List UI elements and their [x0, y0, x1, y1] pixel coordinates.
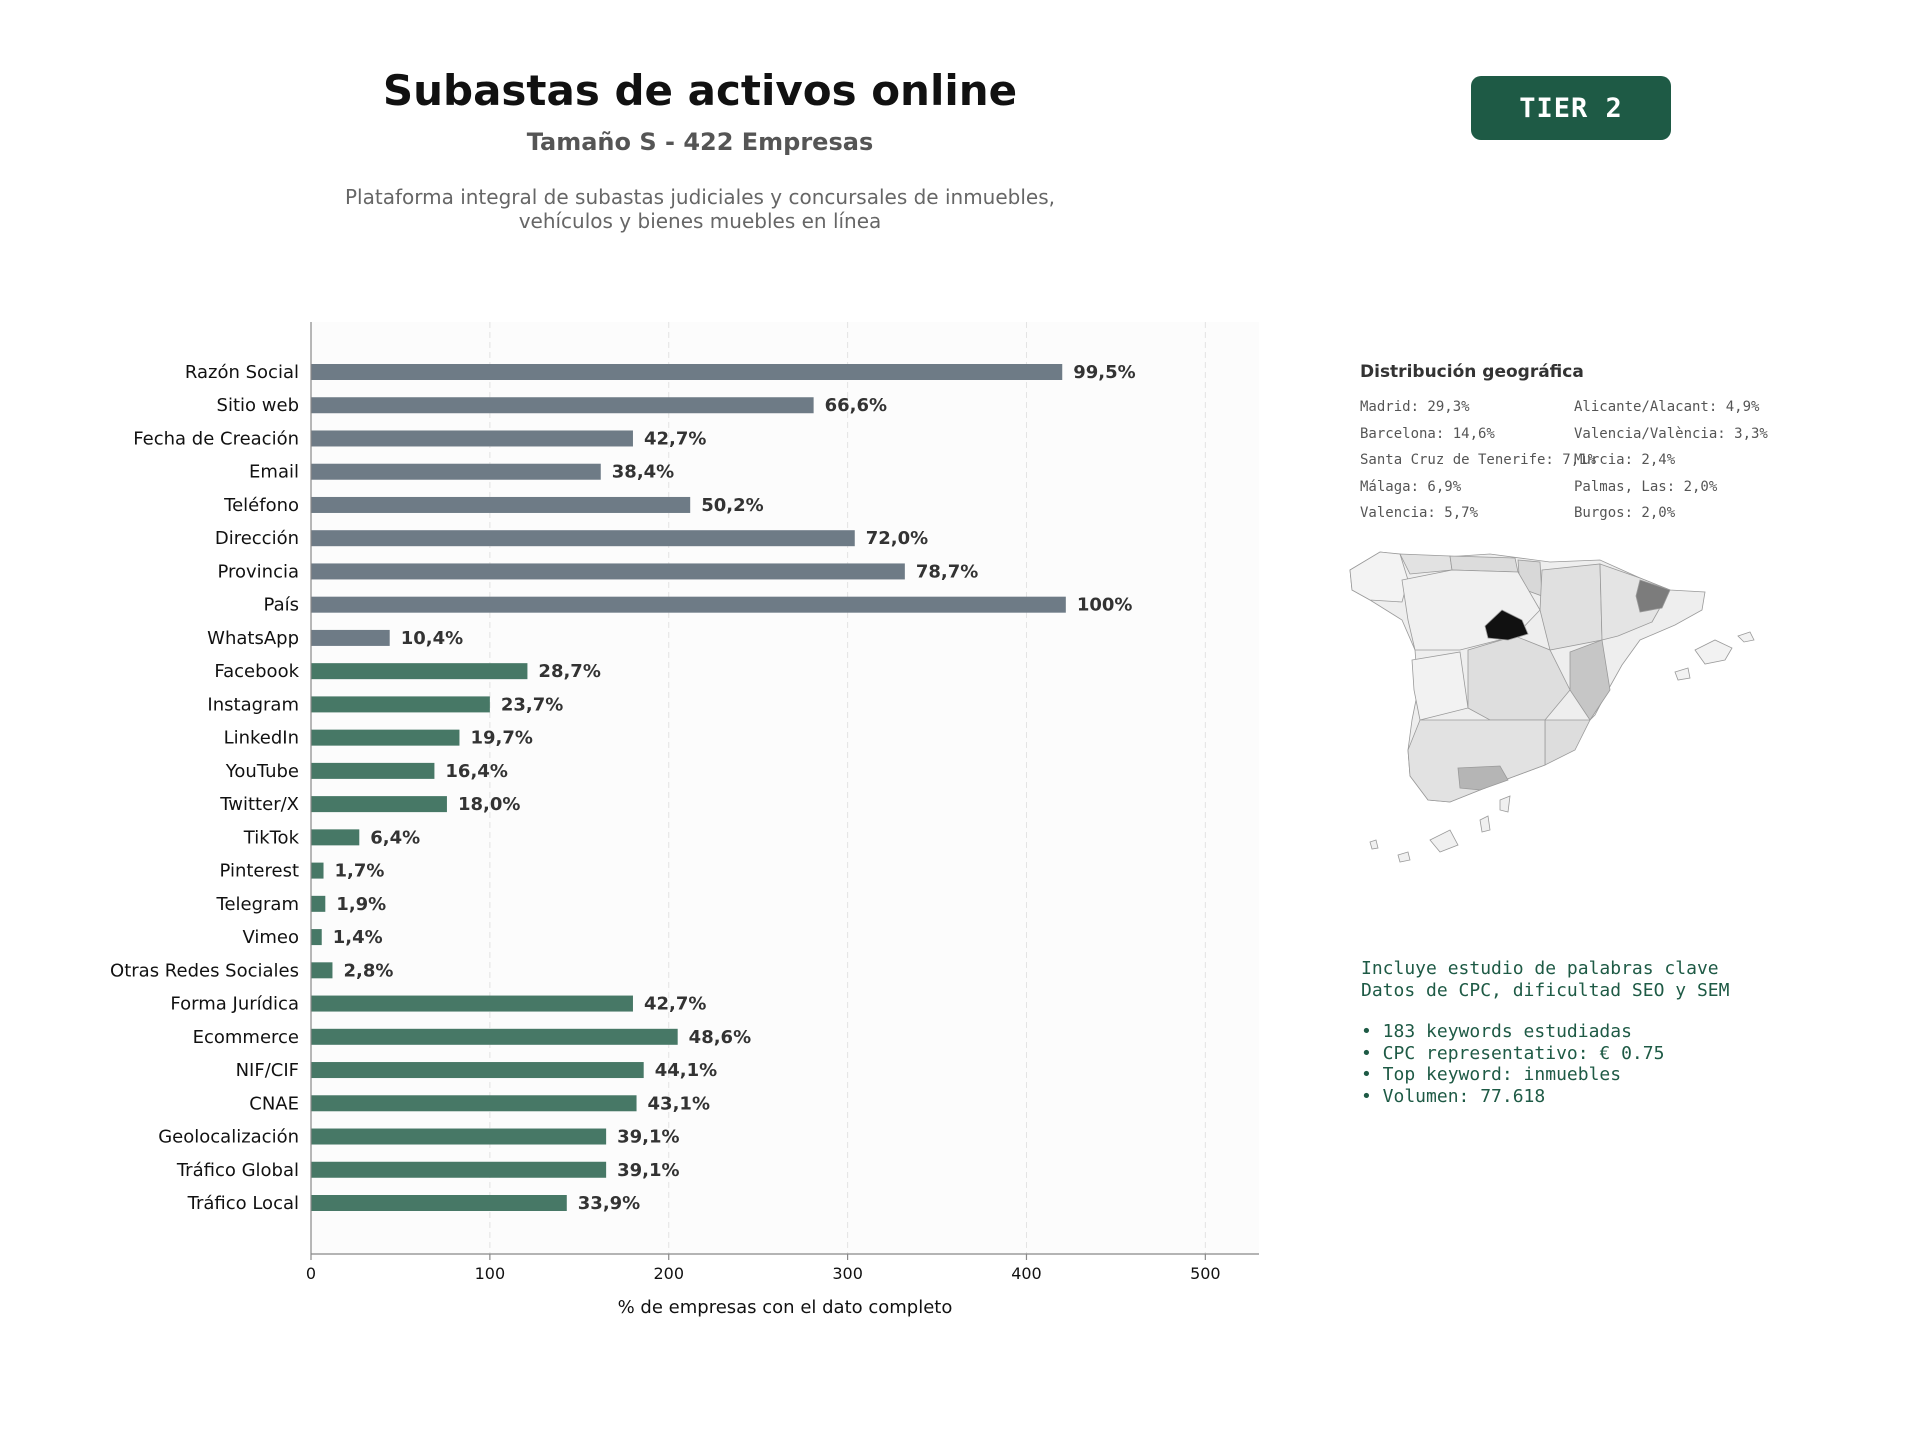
category-label: Forma Jurídica	[170, 993, 299, 1015]
category-label: WhatsApp	[207, 627, 299, 649]
category-label: Otras Redes Sociales	[110, 960, 299, 982]
data-label: 100%	[1076, 594, 1133, 616]
data-label: 39,1%	[617, 1126, 680, 1148]
geo-item: Valencia: 5,7%	[1360, 505, 1479, 521]
geo-item: Santa Cruz de Tenerife: 7,1%	[1360, 452, 1597, 468]
category-label: Razón Social	[184, 362, 299, 383]
data-label: 42,7%	[643, 993, 707, 1015]
category-label: Ecommerce	[192, 1026, 299, 1048]
category-label: TikTok	[243, 827, 299, 849]
x-tick-label: 200	[653, 1264, 685, 1283]
bar	[311, 863, 324, 879]
bar	[311, 364, 1062, 380]
region-murcia	[1545, 720, 1590, 765]
bar	[311, 464, 601, 480]
geo-item: Murcia: 2,4%	[1574, 452, 1676, 468]
keywords-bullet: • CPC representativo: € 0.75	[1361, 1042, 1665, 1064]
bar	[311, 630, 390, 646]
bar	[311, 1029, 678, 1045]
page-title: Subastas de activos online	[382, 66, 1018, 115]
page-subtitle: Tamaño S - 422 Empresas	[526, 128, 874, 156]
bar	[311, 663, 527, 679]
bar	[311, 1195, 567, 1211]
category-label: LinkedIn	[223, 727, 299, 749]
geo-item: Burgos: 2,0%	[1574, 505, 1676, 521]
spain-map	[1340, 540, 1860, 920]
x-tick-label: 100	[474, 1264, 506, 1283]
region-galicia	[1350, 552, 1408, 602]
keywords-box	[1361, 958, 1729, 1107]
canary-islands	[1370, 796, 1510, 862]
data-label: 33,9%	[577, 1193, 641, 1214]
geo-item: Barcelona: 14,6%	[1360, 425, 1495, 442]
data-label: 10,4%	[400, 627, 464, 649]
bar	[311, 929, 322, 945]
bar	[311, 730, 459, 746]
geo-item: Madrid: 29,3%	[1360, 399, 1470, 415]
bar	[311, 996, 633, 1012]
category-label: Tráfico Local	[187, 1193, 299, 1214]
x-tick-label: 300	[832, 1264, 863, 1283]
geo-item: Valencia/València: 3,3%	[1574, 425, 1768, 442]
data-label: 38,4%	[611, 461, 675, 483]
data-label: 72,0%	[865, 528, 929, 550]
bar	[311, 763, 434, 779]
data-label: 1,7%	[334, 860, 385, 882]
category-label: NIF/CIF	[235, 1060, 299, 1082]
region-malaga	[1458, 766, 1508, 790]
data-label: 2,8%	[343, 960, 394, 982]
bar	[311, 497, 690, 513]
region-extremadura	[1412, 652, 1468, 720]
category-label: Email	[249, 461, 299, 483]
data-label: 78,7%	[915, 561, 979, 583]
category-label: CNAE	[249, 1093, 299, 1115]
bar	[311, 896, 325, 912]
keywords-bullet: • 183 keywords estudiadas	[1361, 1021, 1632, 1042]
data-label: 50,2%	[701, 494, 764, 516]
data-label: 43,1%	[647, 1093, 710, 1115]
geo-item: Palmas, Las: 2,0%	[1574, 478, 1718, 495]
x-tick-label: 500	[1190, 1264, 1221, 1283]
bar	[311, 1062, 644, 1078]
data-label: 48,6%	[688, 1026, 752, 1048]
category-label: Twitter/X	[220, 794, 299, 816]
bar	[311, 696, 490, 712]
geo-item: Alicante/Alacant: 4,9%	[1574, 399, 1760, 415]
geo-item: Málaga: 6,9%	[1360, 478, 1462, 495]
x-axis-label: % de empresas con el dato completo	[617, 1297, 953, 1318]
data-label: 19,7%	[470, 727, 533, 749]
region-aragon	[1540, 564, 1602, 650]
bar	[311, 1095, 637, 1111]
bar	[311, 430, 633, 446]
category-label: Dirección	[214, 528, 299, 550]
data-label: 28,7%	[538, 661, 601, 683]
bar	[311, 397, 814, 413]
bar	[311, 563, 905, 579]
data-label: 18,0%	[457, 794, 521, 816]
category-label: Tráfico Global	[176, 1159, 299, 1181]
balearic-islands	[1675, 632, 1754, 680]
x-tick-label: 400	[1011, 1264, 1042, 1283]
category-label: Pinterest	[219, 860, 299, 882]
category-label: Sitio web	[216, 395, 299, 417]
keywords-line-1: Incluye estudio de palabras clave	[1361, 958, 1719, 979]
category-label: Instagram	[207, 694, 299, 716]
description-line-1: Plataforma integral de subastas judiciales y concursales de inmuebles,	[344, 185, 1055, 209]
description-line-2: vehículos y bienes muebles en línea	[518, 209, 882, 233]
keywords-bullet: • Volumen: 77.618	[1361, 1085, 1546, 1107]
data-label: 42,7%	[643, 428, 707, 450]
bar	[311, 597, 1066, 613]
bar	[311, 1162, 606, 1178]
bar	[311, 530, 855, 546]
data-label: 1,4%	[332, 927, 383, 949]
keywords-bullet: • Top keyword: inmuebles	[1361, 1064, 1622, 1085]
data-label: 16,4%	[445, 760, 508, 782]
x-tick-label: 0	[305, 1264, 317, 1283]
tier-badge: TIER 2	[1471, 76, 1671, 140]
category-label: País	[263, 594, 299, 616]
bar	[311, 796, 447, 812]
data-label: 6,4%	[370, 827, 421, 849]
category-label: Fecha de Creación	[133, 428, 299, 450]
plot-area	[311, 322, 1259, 1254]
bar	[311, 829, 359, 845]
data-label: 1,9%	[336, 893, 387, 915]
data-label: 39,1%	[617, 1159, 680, 1181]
bar	[311, 1129, 606, 1145]
data-label: 23,7%	[500, 694, 564, 716]
data-label: 44,1%	[654, 1060, 718, 1082]
data-label: 66,6%	[824, 395, 888, 417]
geo-list	[1360, 399, 1800, 522]
category-label: Provincia	[217, 561, 299, 583]
bar	[311, 962, 332, 978]
category-label: YouTube	[225, 760, 299, 782]
category-label: Facebook	[214, 661, 299, 683]
geo-title: Distribución geográfica	[1360, 362, 1584, 382]
region-cantabria-pv	[1450, 556, 1518, 572]
keywords-line-2: Datos de CPC, dificultad SEO y SEM	[1361, 979, 1730, 1001]
category-label: Telegram	[216, 893, 299, 915]
category-label: Geolocalización	[158, 1126, 299, 1148]
category-label: Teléfono	[224, 494, 299, 516]
category-label: Vimeo	[242, 927, 299, 949]
data-label: 99,5%	[1073, 362, 1136, 383]
